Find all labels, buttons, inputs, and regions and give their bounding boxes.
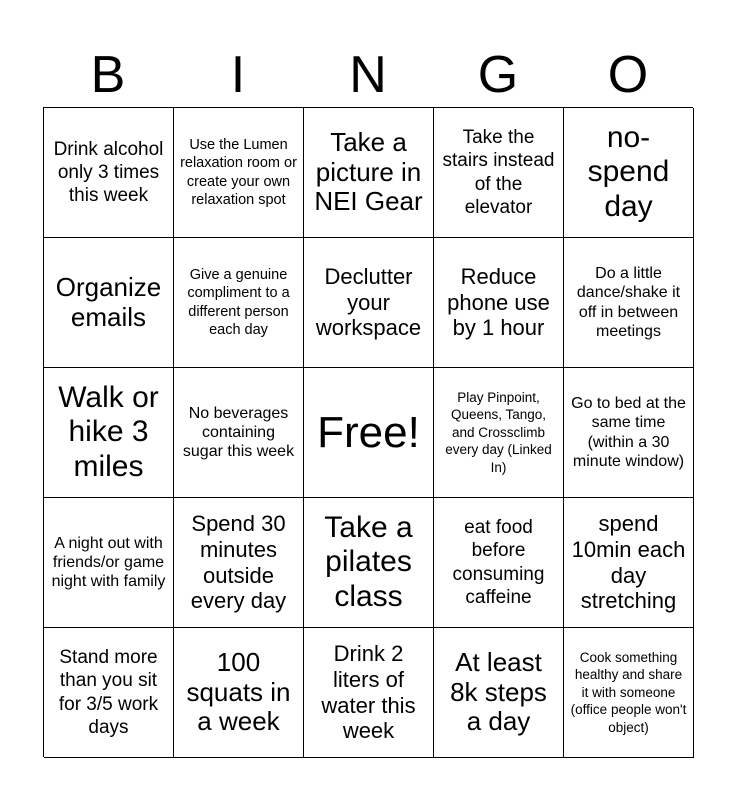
bingo-cell-4-5[interactable]: [564, 498, 694, 628]
bingo-header: [43, 44, 693, 106]
header-letter-o: O: [607, 46, 649, 104]
bingo-cell-2-1[interactable]: [44, 238, 174, 368]
bingo-cell-3-4[interactable]: [434, 368, 564, 498]
bingo-cell-1-3[interactable]: [304, 108, 434, 238]
bingo-cell-4-3[interactable]: [304, 498, 434, 628]
cell-text: At least 8k steps a day: [450, 646, 547, 737]
cell-text: Organize emails: [55, 271, 162, 332]
cell-text: Stand more than you sit for 3/5 work days: [58, 647, 159, 738]
bingo-cell-5-4[interactable]: [434, 628, 564, 758]
bingo-cell-4-1[interactable]: [44, 498, 174, 628]
bingo-board: [43, 107, 693, 757]
header-letter-i: I: [230, 46, 246, 104]
cell-text: spend 10min each day stretching: [571, 510, 686, 614]
free-space: Free!: [317, 407, 420, 457]
cell-text: Declutter your workspace: [315, 263, 422, 341]
bingo-cell-3-2[interactable]: [174, 368, 304, 498]
cell-text: Take a pilates class: [324, 510, 413, 613]
cell-text: Cook something healthy and share it with someone (office people won't object): [570, 649, 687, 735]
bingo-cell-1-5[interactable]: [564, 108, 694, 238]
bingo-cell-1-1[interactable]: [44, 108, 174, 238]
cell-text: No beverages containing sugar this week: [182, 404, 295, 461]
bingo-cell-3-1[interactable]: [44, 368, 174, 498]
cell-text: eat food before consuming caffeine: [452, 517, 545, 608]
header-letter-b: B: [90, 46, 126, 104]
cell-text: Walk or hike 3 miles: [58, 380, 159, 483]
bingo-cell-1-4[interactable]: [434, 108, 564, 238]
bingo-cell-5-5[interactable]: [564, 628, 694, 758]
cell-text: Reduce phone use by 1 hour: [447, 263, 550, 341]
bingo-cell-1-2[interactable]: [174, 108, 304, 238]
bingo-cell-5-2[interactable]: [174, 628, 304, 758]
cell-text: Spend 30 minutes outside every day: [190, 510, 287, 614]
cell-text: Give a genuine compliment to a different person each day: [187, 267, 290, 338]
bingo-cell-2-4[interactable]: [434, 238, 564, 368]
bingo-cell-2-2[interactable]: [174, 238, 304, 368]
cell-text: Go to bed at the same time (within a 30 minute window): [571, 395, 686, 470]
header-letter-g: G: [477, 46, 519, 104]
bingo-cell-4-2[interactable]: [174, 498, 304, 628]
bingo-cell-2-5[interactable]: [564, 238, 694, 368]
cell-text: Drink 2 liters of water this week: [321, 640, 416, 744]
cell-text: A night out with friends/or game night with family: [51, 534, 166, 591]
header-letter-n: N: [349, 46, 387, 104]
cell-text: no-spend day: [587, 120, 670, 223]
cell-text: Take a picture in NEI Gear: [314, 126, 423, 217]
bingo-cell-2-3[interactable]: [304, 238, 434, 368]
bingo-cell-3-5[interactable]: [564, 368, 694, 498]
cell-text: Take the stairs instead of the elevator: [442, 127, 555, 218]
cell-text: 100 squats in a week: [186, 646, 291, 737]
cell-text: Use the Lumen relaxation room or create your own relaxation spot: [180, 137, 297, 208]
bingo-cell-4-4[interactable]: [434, 498, 564, 628]
cell-text: Drink alcohol only 3 times this week: [53, 138, 164, 207]
cell-text: Do a little dance/shake it off in between meetings: [576, 265, 681, 340]
bingo-cell-5-3[interactable]: [304, 628, 434, 758]
bingo-cell-3-3[interactable]: [304, 368, 434, 498]
bingo-cell-5-1[interactable]: [44, 628, 174, 758]
cell-text: Play Pinpoint, Queens, Tango, and Crossclimb every day (Linked In): [445, 389, 552, 475]
